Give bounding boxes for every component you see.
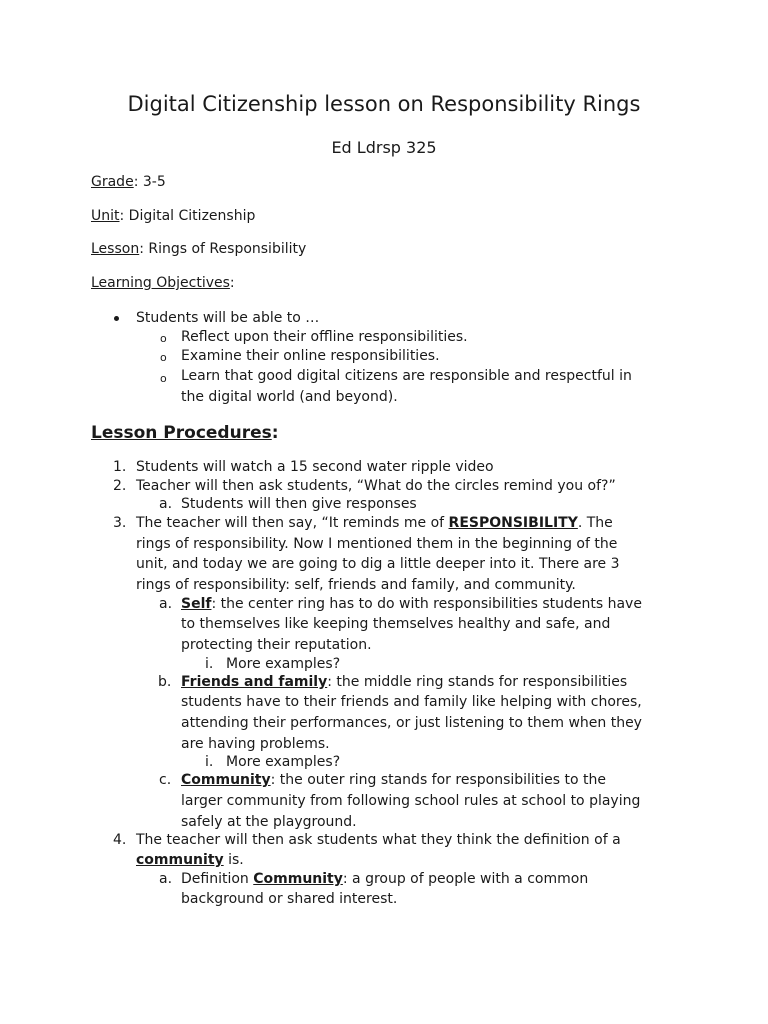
self-text: : the center ring has to do with responsibilities students have (211, 596, 642, 612)
self-line-3: protecting their reputation. (181, 637, 372, 653)
sub-marker: c. (159, 772, 172, 788)
step-4-text-end: is. (223, 852, 244, 868)
grade-label: Grade (91, 174, 134, 190)
community-line-2: larger community from following school rules at school to playing (181, 793, 641, 809)
friends-line-3: attending their performances, or just listening to them when they (181, 715, 642, 731)
lesson-value: : Rings of Responsibility (139, 241, 307, 257)
friends-line-2: students have to their friends and family like helping with chores, (181, 694, 642, 710)
objective-item: Learn that good digital citizens are responsible and respectful in (181, 368, 632, 384)
definition-prefix: Definition (181, 871, 254, 887)
definition-line-1 (181, 871, 588, 887)
community-definition-term: community (136, 852, 224, 868)
unit-label: Unit (91, 208, 120, 224)
objective-item: Reflect upon their offline responsibilities. (181, 329, 468, 345)
friends-family-term: Friends and family (181, 674, 328, 690)
grade-value: : 3-5 (133, 174, 166, 190)
unit-value: : Digital Citizenship (119, 208, 256, 224)
objectives-label: Learning Objectives (91, 275, 230, 291)
sub-marker: b. (158, 674, 172, 690)
roman-marker: i. (205, 656, 214, 672)
self-line-1 (181, 596, 642, 612)
objective-item-continued: the digital world (and beyond). (181, 389, 398, 405)
step-3-text-end: . The (577, 515, 613, 531)
more-examples: More examples? (226, 754, 341, 770)
step-3-text: The teacher will then say, “It reminds me of (136, 515, 449, 531)
sub-marker: a. (159, 871, 173, 887)
objectives-intro: Students will be able to … (136, 310, 320, 326)
definition-text: : a group of people with a common (342, 871, 589, 887)
lesson-label: Lesson (91, 241, 140, 257)
objectives-heading (91, 275, 235, 291)
friends-text: : the middle ring stands for responsibilities (327, 674, 628, 690)
objectives-suffix: : (229, 275, 235, 291)
responsibility-term: RESPONSIBILITY (448, 515, 578, 531)
roman-marker: i. (205, 754, 214, 770)
step-number: 1. (113, 459, 127, 475)
step-number: 3. (113, 515, 127, 531)
objective-item: Examine their online responsibilities. (181, 348, 440, 364)
sub-marker: a. (159, 596, 173, 612)
circle-bullet-icon: o (160, 351, 167, 364)
document-title: Digital Citizenship lesson on Responsibility Rings (127, 92, 641, 116)
step-3-line-4: rings of responsibility: self, friends and family, and community. (136, 577, 576, 593)
community-text: : the outer ring stands for responsibilities to the (270, 772, 607, 788)
friends-line-4: are having problems. (181, 736, 330, 752)
community-line-3: safely at the playground. (181, 814, 357, 830)
unit-line (91, 208, 255, 224)
friends-line-1 (181, 674, 627, 690)
step-2a: Students will then give responses (181, 496, 417, 512)
course-code: Ed Ldrsp 325 (331, 138, 437, 157)
step-3-line-1 (136, 515, 613, 531)
bullet-icon (114, 316, 119, 321)
step-2: Teacher will then ask students, “What do the circles remind you of?” (136, 478, 616, 494)
step-3-line-3: unit, and today we are going to dig a little deeper into it. There are 3 (136, 556, 620, 572)
grade-line (91, 174, 166, 190)
circle-bullet-icon: o (160, 372, 167, 385)
procedures-heading (91, 423, 279, 443)
procedures-heading-suffix: : (271, 423, 279, 443)
self-line-2: to themselves like keeping themselves healthy and safe, and (181, 616, 611, 632)
definition-line-2: background or shared interest. (181, 891, 398, 907)
circle-bullet-icon: o (160, 332, 167, 345)
community-term: Community (181, 772, 271, 788)
step-3-line-2: rings of responsibility. Now I mentioned them in the beginning of the (136, 536, 618, 552)
step-number: 2. (113, 478, 127, 494)
self-term: Self (181, 596, 212, 612)
definition-term: Community (253, 871, 343, 887)
sub-marker: a. (159, 496, 173, 512)
step-number: 4. (113, 832, 127, 848)
lesson-line (91, 241, 306, 257)
procedures-heading-text: Lesson Procedures (91, 423, 272, 443)
step-4-line-1: The teacher will then ask students what they think the definition of a (136, 832, 621, 848)
community-line-1 (181, 772, 606, 788)
step-4-line-2 (136, 852, 244, 868)
more-examples: More examples? (226, 656, 341, 672)
step-1: Students will watch a 15 second water ripple video (136, 459, 494, 475)
